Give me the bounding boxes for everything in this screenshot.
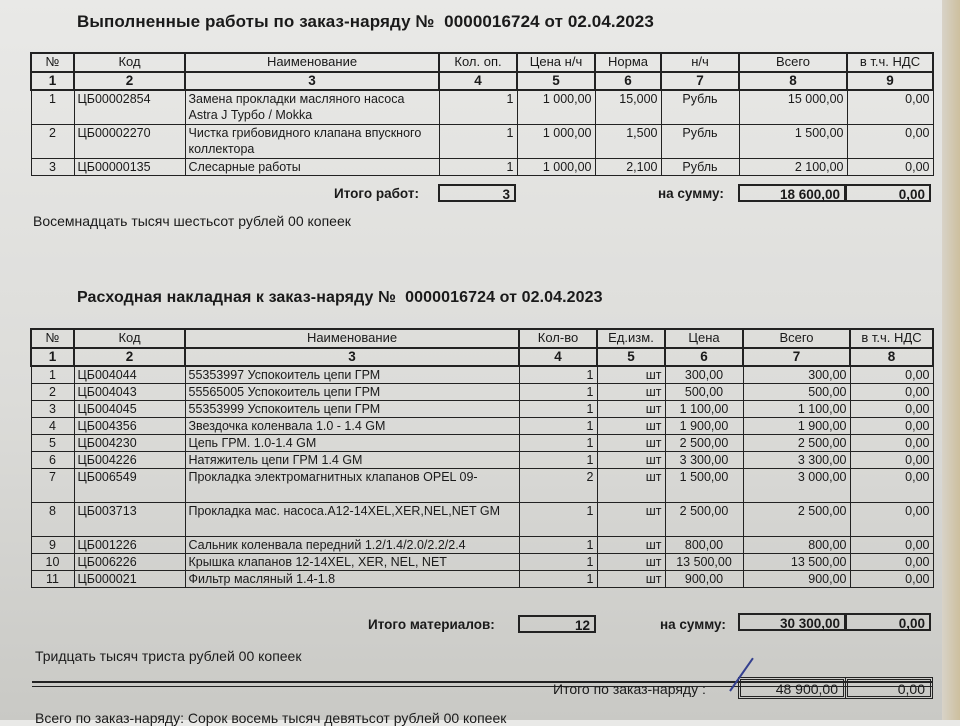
row-unit: шт xyxy=(597,452,665,469)
row-name: Фильтр масляный 1.4-1.8 xyxy=(185,571,519,588)
row-total: 3 300,00 xyxy=(743,452,850,469)
header-cell: Всего xyxy=(739,53,847,72)
table-row xyxy=(31,90,933,124)
row-total: 800,00 xyxy=(743,537,850,554)
colnum-cell: 3 xyxy=(185,72,439,90)
row-code: ЦБ006549 xyxy=(74,469,185,503)
colnum-cell: 3 xyxy=(185,348,519,366)
row-name: Звездочка коленвала 1.0 - 1.4 GM xyxy=(185,418,519,435)
row-price: 13 500,00 xyxy=(665,554,743,571)
works-colnum-row xyxy=(31,72,933,90)
header-cell: № xyxy=(31,53,74,72)
header-cell: Норма xyxy=(595,53,661,72)
row-unit: шт xyxy=(597,571,665,588)
row-code: ЦБ00002854 xyxy=(74,90,185,124)
row-name: Прокладка электромагнитных клапанов OPEL 09- xyxy=(185,469,519,503)
row-code: ЦБ004045 xyxy=(74,401,185,418)
row-number: 9 xyxy=(31,537,74,554)
grand-total-in-words: Всего по заказ-наряду: Сорок восемь тысяч девятьсот рублей 00 копеек xyxy=(35,710,507,726)
row-norm: 2,100 xyxy=(595,158,661,175)
colnum-cell: 1 xyxy=(31,72,74,90)
row-name: Цепь ГРМ. 1.0-1.4 GM xyxy=(185,435,519,452)
row-number: 1 xyxy=(31,366,74,384)
row-qty: 1 xyxy=(519,554,597,571)
row-qty: 1 xyxy=(439,158,517,175)
table-row xyxy=(31,452,933,469)
row-vat: 0,00 xyxy=(847,158,933,175)
works-amount-in-words: Восемнадцать тысяч шестьсот рублей 00 копеек xyxy=(33,213,351,229)
table-row xyxy=(31,384,933,401)
row-code: ЦБ00000135 xyxy=(74,158,185,175)
materials-table xyxy=(30,328,934,588)
row-price: 3 300,00 xyxy=(665,452,743,469)
row-code: ЦБ004044 xyxy=(74,366,185,384)
table-row xyxy=(31,158,933,175)
row-name: Крышка клапанов 12-14XEL, XER, NEL, NET xyxy=(185,554,519,571)
row-total: 1 900,00 xyxy=(743,418,850,435)
row-name: Слесарные работы xyxy=(185,158,439,175)
table-row xyxy=(31,469,933,503)
row-price: 1 100,00 xyxy=(665,401,743,418)
row-price: 1 000,00 xyxy=(517,90,595,124)
grand-total-amount: 48 900,00 xyxy=(738,677,846,699)
table-row xyxy=(31,366,933,384)
header-cell: в т.ч. НДС xyxy=(850,329,933,348)
row-code: ЦБ001226 xyxy=(74,537,185,554)
row-code: ЦБ004226 xyxy=(74,452,185,469)
row-qty: 1 xyxy=(519,401,597,418)
row-number: 3 xyxy=(31,158,74,175)
paper-edge xyxy=(942,0,960,720)
header-cell: Кол. оп. xyxy=(439,53,517,72)
table-row xyxy=(31,571,933,588)
row-vat: 0,00 xyxy=(850,537,933,554)
row-price: 1 000,00 xyxy=(517,158,595,175)
row-qty: 1 xyxy=(519,452,597,469)
colnum-cell: 4 xyxy=(519,348,597,366)
row-qty: 1 xyxy=(439,124,517,158)
row-qty: 1 xyxy=(439,90,517,124)
colnum-cell: 8 xyxy=(850,348,933,366)
row-qty: 2 xyxy=(519,469,597,503)
header-cell: № xyxy=(31,329,74,348)
row-unit: Рубль xyxy=(661,158,739,175)
works-title: Выполненные работы по заказ-наряду № 0000016724 от 02.04.2023 xyxy=(77,12,654,31)
row-code: ЦБ004356 xyxy=(74,418,185,435)
row-norm: 1,500 xyxy=(595,124,661,158)
row-qty: 1 xyxy=(519,435,597,452)
grand-total-label: Итого по заказ-наряду : xyxy=(553,681,706,697)
row-number: 2 xyxy=(31,384,74,401)
row-price: 800,00 xyxy=(665,537,743,554)
row-number: 1 xyxy=(31,90,74,124)
works-sum-label: на сумму: xyxy=(658,186,724,201)
header-cell: Код xyxy=(74,53,185,72)
row-total: 300,00 xyxy=(743,366,850,384)
materials-total-count: 12 xyxy=(518,615,596,633)
row-price: 1 500,00 xyxy=(665,469,743,503)
row-name: 55353999 Успокоитель цепи ГРМ xyxy=(185,401,519,418)
materials-sum-total: 30 300,00 xyxy=(738,613,846,631)
row-qty: 1 xyxy=(519,418,597,435)
row-vat: 0,00 xyxy=(850,571,933,588)
row-code: ЦБ004230 xyxy=(74,435,185,452)
row-unit: шт xyxy=(597,503,665,537)
table-row xyxy=(31,537,933,554)
row-unit: шт xyxy=(597,537,665,554)
header-cell: Наименование xyxy=(185,329,519,348)
header-cell: Всего xyxy=(743,329,850,348)
row-total: 3 000,00 xyxy=(743,469,850,503)
row-unit: шт xyxy=(597,366,665,384)
row-qty: 1 xyxy=(519,537,597,554)
works-header-row xyxy=(31,53,933,72)
row-qty: 1 xyxy=(519,366,597,384)
row-vat: 0,00 xyxy=(850,384,933,401)
colnum-cell: 5 xyxy=(597,348,665,366)
colnum-cell: 2 xyxy=(74,348,185,366)
row-unit: шт xyxy=(597,384,665,401)
header-cell: Наименование xyxy=(185,53,439,72)
row-unit: Рубль xyxy=(661,124,739,158)
row-code: ЦБ003713 xyxy=(74,503,185,537)
row-unit: шт xyxy=(597,435,665,452)
table-row xyxy=(31,435,933,452)
colnum-cell: 7 xyxy=(661,72,739,90)
row-norm: 15,000 xyxy=(595,90,661,124)
row-vat: 0,00 xyxy=(847,124,933,158)
header-cell: Цена xyxy=(665,329,743,348)
header-cell: Код xyxy=(74,329,185,348)
materials-header-row xyxy=(31,329,933,348)
works-sum-vat: 0,00 xyxy=(845,184,931,202)
header-cell: н/ч xyxy=(661,53,739,72)
table-row xyxy=(31,554,933,571)
row-number: 2 xyxy=(31,124,74,158)
row-unit: шт xyxy=(597,401,665,418)
colnum-cell: 5 xyxy=(517,72,595,90)
row-vat: 0,00 xyxy=(850,435,933,452)
header-cell: Ед.изм. xyxy=(597,329,665,348)
colnum-cell: 6 xyxy=(665,348,743,366)
row-price: 1 900,00 xyxy=(665,418,743,435)
colnum-cell: 1 xyxy=(31,348,74,366)
row-name: Прокладка мас. насоса.A12-14XEL,XER,NEL,NET GM xyxy=(185,503,519,537)
row-unit: шт xyxy=(597,554,665,571)
row-unit: шт xyxy=(597,469,665,503)
header-cell: в т.ч. НДС xyxy=(847,53,933,72)
row-total: 2 500,00 xyxy=(743,503,850,537)
row-vat: 0,00 xyxy=(847,90,933,124)
materials-total-label: Итого материалов: xyxy=(368,617,495,632)
row-name: Сальник коленвала передний 1.2/1.4/2.0/2.2/2.4 xyxy=(185,537,519,554)
row-number: 5 xyxy=(31,435,74,452)
row-qty: 1 xyxy=(519,503,597,537)
colnum-cell: 4 xyxy=(439,72,517,90)
row-total: 500,00 xyxy=(743,384,850,401)
row-total: 1 500,00 xyxy=(739,124,847,158)
row-vat: 0,00 xyxy=(850,401,933,418)
row-qty: 1 xyxy=(519,571,597,588)
row-total: 1 100,00 xyxy=(743,401,850,418)
row-number: 3 xyxy=(31,401,74,418)
colnum-cell: 2 xyxy=(74,72,185,90)
row-price: 300,00 xyxy=(665,366,743,384)
row-number: 8 xyxy=(31,503,74,537)
row-vat: 0,00 xyxy=(850,366,933,384)
row-number: 6 xyxy=(31,452,74,469)
row-vat: 0,00 xyxy=(850,503,933,537)
row-qty: 1 xyxy=(519,384,597,401)
colnum-cell: 6 xyxy=(595,72,661,90)
row-price: 2 500,00 xyxy=(665,435,743,452)
row-price: 900,00 xyxy=(665,571,743,588)
row-code: ЦБ004043 xyxy=(74,384,185,401)
works-total-label: Итого работ: xyxy=(334,186,419,201)
row-total: 13 500,00 xyxy=(743,554,850,571)
materials-sum-vat: 0,00 xyxy=(845,613,931,631)
works-total-count: 3 xyxy=(438,184,516,202)
row-name: 55565005 Успокоитель цепи ГРМ xyxy=(185,384,519,401)
header-cell: Цена н/ч xyxy=(517,53,595,72)
row-number: 7 xyxy=(31,469,74,503)
works-sum-total: 18 600,00 xyxy=(738,184,846,202)
row-total: 2 500,00 xyxy=(743,435,850,452)
colnum-cell: 8 xyxy=(739,72,847,90)
table-row xyxy=(31,401,933,418)
colnum-cell: 7 xyxy=(743,348,850,366)
row-number: 4 xyxy=(31,418,74,435)
row-number: 10 xyxy=(31,554,74,571)
materials-title: Расходная накладная к заказ-наряду № 0000016724 от 02.04.2023 xyxy=(77,289,603,306)
row-vat: 0,00 xyxy=(850,469,933,503)
row-name: Чистка грибовидного клапана впускного коллектора xyxy=(185,124,439,158)
row-vat: 0,00 xyxy=(850,418,933,435)
row-name: Замена прокладки масляного насоса Astra J Турбо / Mokka xyxy=(185,90,439,124)
row-total: 2 100,00 xyxy=(739,158,847,175)
row-total: 900,00 xyxy=(743,571,850,588)
colnum-cell: 9 xyxy=(847,72,933,90)
row-unit: Рубль xyxy=(661,90,739,124)
row-vat: 0,00 xyxy=(850,452,933,469)
row-price: 500,00 xyxy=(665,384,743,401)
materials-amount-in-words: Тридцать тысяч триста рублей 00 копеек xyxy=(35,648,302,664)
row-name: Натяжитель цепи ГРМ 1.4 GM xyxy=(185,452,519,469)
grand-total-vat: 0,00 xyxy=(845,677,933,699)
row-price: 2 500,00 xyxy=(665,503,743,537)
row-unit: шт xyxy=(597,418,665,435)
row-code: ЦБ000021 xyxy=(74,571,185,588)
row-price: 1 000,00 xyxy=(517,124,595,158)
row-code: ЦБ00002270 xyxy=(74,124,185,158)
row-code: ЦБ006226 xyxy=(74,554,185,571)
materials-sum-label: на сумму: xyxy=(660,617,726,632)
row-name: 55353997 Успокоитель цепи ГРМ xyxy=(185,366,519,384)
row-vat: 0,00 xyxy=(850,554,933,571)
table-row xyxy=(31,418,933,435)
header-cell: Кол-во xyxy=(519,329,597,348)
materials-colnum-row xyxy=(31,348,933,366)
row-total: 15 000,00 xyxy=(739,90,847,124)
table-row xyxy=(31,124,933,158)
table-row xyxy=(31,503,933,537)
row-number: 11 xyxy=(31,571,74,588)
works-table xyxy=(30,52,934,176)
